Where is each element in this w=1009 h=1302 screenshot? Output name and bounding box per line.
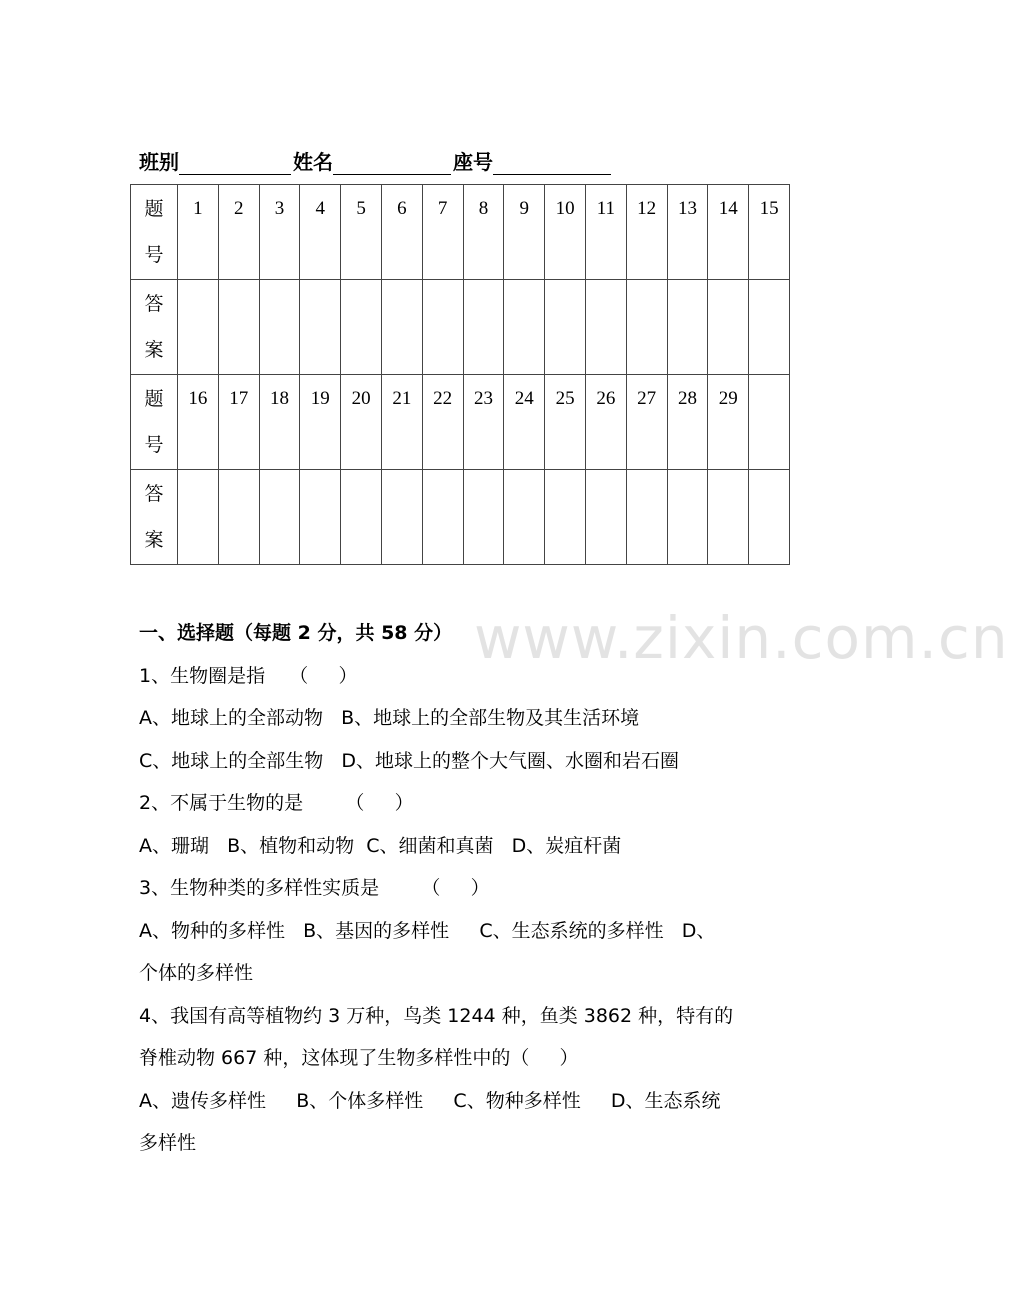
option-line: A、地球上的全部动物 B、地球上的全部生物及其生活环境 xyxy=(139,707,640,729)
answer-cell[interactable] xyxy=(178,470,219,565)
answer-cell[interactable] xyxy=(626,280,667,375)
answer-cell[interactable] xyxy=(422,470,463,565)
answer-cell[interactable] xyxy=(422,280,463,375)
question-line: 1、生物圈是指 （ ） xyxy=(139,664,358,687)
answer-row-1 xyxy=(131,280,790,375)
option-line: A、遗传多样性 B、个体多样性 C、物种多样性 D、生态系统 xyxy=(139,1089,721,1112)
question-number-cell: 24 xyxy=(504,375,545,470)
question-number-cell: 16 xyxy=(178,375,219,470)
answer-cell[interactable] xyxy=(585,470,626,565)
row-label-answer: 答 案 xyxy=(131,470,178,565)
question-number-cell: 6 xyxy=(381,185,422,280)
answer-cell[interactable] xyxy=(463,470,504,565)
question-number-cell: 26 xyxy=(585,375,626,470)
question-number-cell: 28 xyxy=(667,375,708,470)
question-number-cell: 27 xyxy=(626,375,667,470)
section-title: 一、选择题（每题 2 分，共 58 分） xyxy=(139,622,453,644)
answer-sheet-table xyxy=(130,184,790,565)
question-line: 4、我国有高等植物约 3 万种，鸟类 1244 种，鱼类 3862 种，特有的 xyxy=(139,1004,734,1027)
answer-cell[interactable] xyxy=(626,470,667,565)
question-number-cell: 7 xyxy=(422,185,463,280)
answer-cell[interactable] xyxy=(381,280,422,375)
question-number-cell: 10 xyxy=(545,185,586,280)
question-number-cell: 17 xyxy=(218,375,259,470)
question-number-cell: 23 xyxy=(463,375,504,470)
answer-cell[interactable] xyxy=(708,280,749,375)
option-line: C、地球上的全部生物 D、地球上的整个大气圈、水圈和岩石圈 xyxy=(139,749,680,772)
answer-cell[interactable] xyxy=(504,470,545,565)
question-number-cell: 15 xyxy=(749,185,790,280)
answer-cell[interactable] xyxy=(545,470,586,565)
question-number-cell: 9 xyxy=(504,185,545,280)
answer-cell[interactable] xyxy=(749,280,790,375)
name-label: 姓名 xyxy=(293,150,333,174)
row-label-question: 题 号 xyxy=(131,375,178,470)
question-number-cell: 8 xyxy=(463,185,504,280)
answer-cell[interactable] xyxy=(178,280,219,375)
answer-cell[interactable] xyxy=(341,280,382,375)
empty-cell xyxy=(749,375,790,470)
option-line: 多样性 xyxy=(139,1132,197,1154)
seat-label: 座号 xyxy=(453,150,493,174)
answer-cell[interactable] xyxy=(585,280,626,375)
question-content xyxy=(139,612,789,1165)
question-number-cell: 25 xyxy=(545,375,586,470)
question-number-cell: 3 xyxy=(259,185,300,280)
answer-cell[interactable] xyxy=(667,280,708,375)
class-blank[interactable] xyxy=(179,152,291,175)
question-line: 2、不属于生物的是 （ ） xyxy=(139,792,414,814)
option-line: 个体的多样性 xyxy=(139,962,254,984)
question-number-cell: 4 xyxy=(300,185,341,280)
answer-cell xyxy=(749,470,790,565)
answer-cell[interactable] xyxy=(708,470,749,565)
row-label-question: 题 号 xyxy=(131,185,178,280)
class-label: 班别 xyxy=(139,150,179,174)
question-number-row-1 xyxy=(131,185,790,280)
question-number-cell: 5 xyxy=(341,185,382,280)
answer-cell[interactable] xyxy=(545,280,586,375)
question-number-cell: 21 xyxy=(381,375,422,470)
answer-cell[interactable] xyxy=(218,280,259,375)
answer-row-2 xyxy=(131,470,790,565)
seat-blank[interactable] xyxy=(493,152,611,175)
student-info-line xyxy=(139,146,613,175)
question-number-cell: 29 xyxy=(708,375,749,470)
question-number-cell: 12 xyxy=(626,185,667,280)
option-line: A、珊瑚 B、植物和动物 C、细菌和真菌 D、炭疽杆菌 xyxy=(139,834,622,857)
answer-cell[interactable] xyxy=(259,470,300,565)
question-number-cell: 19 xyxy=(300,375,341,470)
answer-cell[interactable] xyxy=(667,470,708,565)
option-line: A、物种的多样性 B、基因的多样性 C、生态系统的多样性 D、 xyxy=(139,919,716,942)
answer-cell[interactable] xyxy=(218,470,259,565)
answer-cell[interactable] xyxy=(300,280,341,375)
question-line: 脊椎动物 667 种，这体现了生物多样性中的（ ） xyxy=(139,1047,579,1069)
name-blank[interactable] xyxy=(333,152,451,175)
answer-cell[interactable] xyxy=(259,280,300,375)
row-label-answer: 答 案 xyxy=(131,280,178,375)
question-number-row-2 xyxy=(131,375,790,470)
answer-cell[interactable] xyxy=(381,470,422,565)
answer-cell[interactable] xyxy=(504,280,545,375)
question-number-cell: 1 xyxy=(178,185,219,280)
answer-cell[interactable] xyxy=(463,280,504,375)
answer-cell[interactable] xyxy=(341,470,382,565)
question-number-cell: 22 xyxy=(422,375,463,470)
question-number-cell: 14 xyxy=(708,185,749,280)
question-number-cell: 2 xyxy=(218,185,259,280)
question-number-cell: 13 xyxy=(667,185,708,280)
question-number-cell: 11 xyxy=(585,185,626,280)
question-number-cell: 18 xyxy=(259,375,300,470)
question-number-cell: 20 xyxy=(341,375,382,470)
question-line: 3、生物种类的多样性实质是 （ ） xyxy=(139,877,490,899)
answer-cell[interactable] xyxy=(300,470,341,565)
watermark: www.zixin.com.cn xyxy=(474,604,1009,672)
